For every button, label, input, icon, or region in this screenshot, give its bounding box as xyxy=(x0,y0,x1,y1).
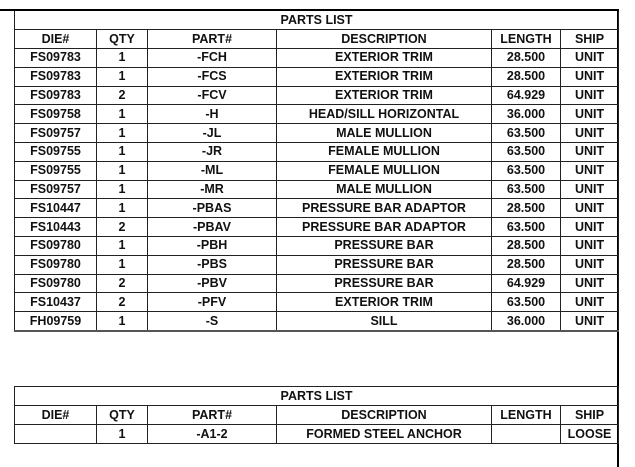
column-header-die: DIE# xyxy=(15,30,97,49)
cell-ship: UNIT xyxy=(561,312,619,331)
cell-part: -PFV xyxy=(148,293,277,312)
cell-qty: 1 xyxy=(97,124,148,143)
table-row xyxy=(15,236,619,255)
cell-length: 36.000 xyxy=(492,105,561,124)
table-row xyxy=(15,218,619,237)
column-header-row xyxy=(15,30,619,49)
cell-die: FS10447 xyxy=(15,199,97,218)
cell-description: FORMED STEEL ANCHOR xyxy=(277,425,492,444)
parts-list-table xyxy=(14,11,619,332)
table-row xyxy=(15,124,619,143)
table-row xyxy=(15,49,619,68)
cell-ship: UNIT xyxy=(561,142,619,161)
cell-die: FS09757 xyxy=(15,124,97,143)
cell-qty: 1 xyxy=(97,180,148,199)
cell-ship: UNIT xyxy=(561,124,619,143)
cell-die: FS10437 xyxy=(15,293,97,312)
column-header-qty: QTY xyxy=(97,30,148,49)
cell-part: -H xyxy=(148,105,277,124)
cell-description: EXTERIOR TRIM xyxy=(277,67,492,86)
table-row xyxy=(15,312,619,331)
column-header-ship: SHIP xyxy=(561,406,619,425)
table-title: PARTS LIST xyxy=(15,387,619,406)
cell-qty: 1 xyxy=(97,425,148,444)
cell-qty: 1 xyxy=(97,49,148,68)
cell-die: FS09758 xyxy=(15,105,97,124)
cell-length: 63.500 xyxy=(492,218,561,237)
cell-length: 28.500 xyxy=(492,255,561,274)
cell-die: FS09780 xyxy=(15,255,97,274)
cell-length: 63.500 xyxy=(492,180,561,199)
table-row xyxy=(15,142,619,161)
cell-ship: UNIT xyxy=(561,293,619,312)
table-title: PARTS LIST xyxy=(15,11,619,30)
cell-description: MALE MULLION xyxy=(277,124,492,143)
cell-description: EXTERIOR TRIM xyxy=(277,293,492,312)
cell-part: -JR xyxy=(148,142,277,161)
cell-part: -A1-2 xyxy=(148,425,277,444)
cell-ship: UNIT xyxy=(561,199,619,218)
cell-part: -FCH xyxy=(148,49,277,68)
cell-qty: 2 xyxy=(97,218,148,237)
column-header-length: LENGTH xyxy=(492,30,561,49)
cell-length: 63.500 xyxy=(492,293,561,312)
cell-qty: 1 xyxy=(97,312,148,331)
cell-ship: UNIT xyxy=(561,49,619,68)
cell-description: EXTERIOR TRIM xyxy=(277,49,492,68)
cell-description: FEMALE MULLION xyxy=(277,142,492,161)
column-header-part: PART# xyxy=(148,30,277,49)
column-header-length: LENGTH xyxy=(492,406,561,425)
cell-part: -PBAV xyxy=(148,218,277,237)
cell-ship: UNIT xyxy=(561,218,619,237)
cell-ship: UNIT xyxy=(561,236,619,255)
cell-die: FH09759 xyxy=(15,312,97,331)
table-row xyxy=(15,255,619,274)
cell-die: FS10443 xyxy=(15,218,97,237)
table-row xyxy=(15,67,619,86)
cell-length: 63.500 xyxy=(492,124,561,143)
table-row xyxy=(15,293,619,312)
cell-qty: 2 xyxy=(97,274,148,293)
column-header-ship: SHIP xyxy=(561,30,619,49)
cell-description: PRESSURE BAR xyxy=(277,255,492,274)
cell-qty: 1 xyxy=(97,199,148,218)
cell-description: PRESSURE BAR xyxy=(277,274,492,293)
cell-part: -PBV xyxy=(148,274,277,293)
cell-part: -S xyxy=(148,312,277,331)
parts-list-table-loose xyxy=(14,386,619,444)
cell-description: PRESSURE BAR ADAPTOR xyxy=(277,218,492,237)
cell-length: 36.000 xyxy=(492,312,561,331)
cell-die: FS09755 xyxy=(15,161,97,180)
cell-length: 63.500 xyxy=(492,142,561,161)
cell-ship: UNIT xyxy=(561,180,619,199)
cell-description: SILL xyxy=(277,312,492,331)
cell-die: FS09780 xyxy=(15,236,97,255)
column-header-row xyxy=(15,406,619,425)
cell-description: PRESSURE BAR ADAPTOR xyxy=(277,199,492,218)
cell-length: 28.500 xyxy=(492,199,561,218)
cell-part: -FCS xyxy=(148,67,277,86)
cell-die xyxy=(15,425,97,444)
cell-die: FS09780 xyxy=(15,274,97,293)
table-row xyxy=(15,161,619,180)
table-row xyxy=(15,180,619,199)
cell-qty: 2 xyxy=(97,293,148,312)
table-title-row xyxy=(15,387,619,406)
table-row xyxy=(15,105,619,124)
cell-qty: 1 xyxy=(97,105,148,124)
cell-length: 28.500 xyxy=(492,49,561,68)
cell-part: -PBS xyxy=(148,255,277,274)
cell-part: -PBAS xyxy=(148,199,277,218)
cell-ship: UNIT xyxy=(561,105,619,124)
cell-qty: 1 xyxy=(97,161,148,180)
cell-length: 63.500 xyxy=(492,161,561,180)
cell-ship: UNIT xyxy=(561,255,619,274)
cell-ship: UNIT xyxy=(561,86,619,105)
cell-die: FS09755 xyxy=(15,142,97,161)
table-row xyxy=(15,86,619,105)
cell-length: 64.929 xyxy=(492,86,561,105)
cell-die: FS09783 xyxy=(15,49,97,68)
cell-description: HEAD/SILL HORIZONTAL xyxy=(277,105,492,124)
column-header-qty: QTY xyxy=(97,406,148,425)
cell-die: FS09783 xyxy=(15,86,97,105)
cell-ship: LOOSE xyxy=(561,425,619,444)
cell-qty: 2 xyxy=(97,86,148,105)
cell-ship: UNIT xyxy=(561,67,619,86)
table-row xyxy=(15,425,619,444)
cell-qty: 1 xyxy=(97,255,148,274)
cell-description: FEMALE MULLION xyxy=(277,161,492,180)
cell-ship: UNIT xyxy=(561,274,619,293)
cell-ship: UNIT xyxy=(561,161,619,180)
cell-die: FS09783 xyxy=(15,67,97,86)
cell-description: PRESSURE BAR xyxy=(277,236,492,255)
column-header-die: DIE# xyxy=(15,406,97,425)
cell-qty: 1 xyxy=(97,236,148,255)
column-header-part: PART# xyxy=(148,406,277,425)
table-row xyxy=(15,199,619,218)
cell-part: -FCV xyxy=(148,86,277,105)
cell-part: -JL xyxy=(148,124,277,143)
cell-length xyxy=(492,425,561,444)
cell-part: -PBH xyxy=(148,236,277,255)
column-header-description: DESCRIPTION xyxy=(277,30,492,49)
cell-length: 28.500 xyxy=(492,67,561,86)
cell-qty: 1 xyxy=(97,142,148,161)
table-row xyxy=(15,274,619,293)
table-title-row xyxy=(15,11,619,30)
cell-length: 28.500 xyxy=(492,236,561,255)
cell-length: 64.929 xyxy=(492,274,561,293)
cell-part: -ML xyxy=(148,161,277,180)
cell-part: -MR xyxy=(148,180,277,199)
cell-description: EXTERIOR TRIM xyxy=(277,86,492,105)
cell-die: FS09757 xyxy=(15,180,97,199)
cell-qty: 1 xyxy=(97,67,148,86)
cell-description: MALE MULLION xyxy=(277,180,492,199)
column-header-description: DESCRIPTION xyxy=(277,406,492,425)
